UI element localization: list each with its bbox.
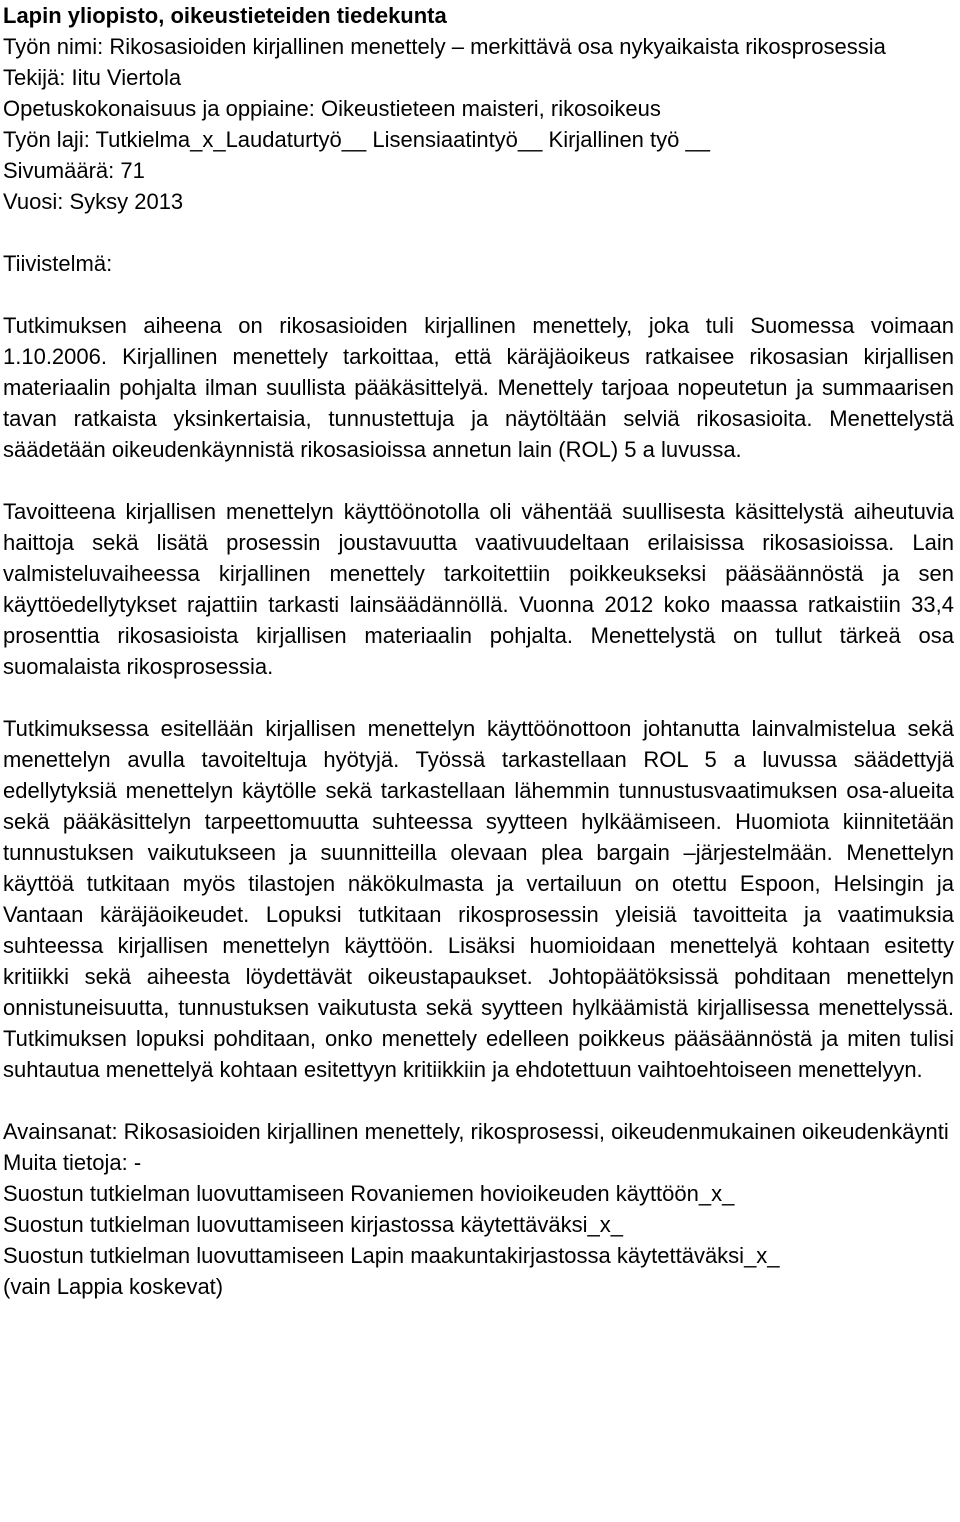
keywords: Avainsanat: Rikosasioiden kirjallinen menettely, rikosprosessi, oikeudenmukainen oikeudenkäynti [3, 1119, 949, 1144]
study-unit: Opetuskokonaisuus ja oppiaine: Oikeustieteen maisteri, rikosoikeus [3, 96, 661, 121]
consent-mark: _x_ [744, 1243, 780, 1268]
consent-mark: _x_ [698, 1181, 735, 1206]
work-type-laudatur: Laudaturtyö [225, 127, 342, 152]
year: Vuosi: Syksy 2013 [3, 189, 184, 214]
consent-note: (vain Lappia koskevat) [3, 1274, 224, 1299]
consent-line [3, 1240, 954, 1271]
consent-text: Suostun tutkielman luovuttamiseen kirjastossa käytettäväksi [3, 1212, 588, 1237]
consent-text: Suostun tutkielman luovuttamiseen Rovaniemen hovioikeuden käyttöön [3, 1181, 699, 1206]
work-name: Työn nimi: Rikosasioiden kirjallinen menettely – merkittävä osa nykyaikaista rikosprosessia [3, 34, 886, 59]
abstract-paragraph: Tavoitteena kirjallisen menettelyn käyttöönotolla oli vähentää suullisesta käsittelystä aiheutuvia haittoja sekä lisätä prosessin joustavuutta vaativuudeltaan erilaisissa rikosasioissa. Lain valmisteluvaiheessa kirjallinen menettely tarkoitettiin poikkeukseksi pääsäännöstä ja sen käyttöedellytykset rajattiin tarkasti lainsäädännöllä. Vuonna 2012 koko maassa ratkaistiin 33,4 prosenttia rikosasioista kirjallisen materiaalin pohjalta. Menettelystä on tullut tärkeä osa suomalaista rikosprosessia. [3, 499, 954, 679]
consent-mark: _x_ [587, 1212, 623, 1237]
abstract-paragraph: Tutkimuksen aiheena on rikosasioiden kirjallinen menettely, joka tuli Suomessa voimaan 1.10.2006. Kirjallinen menettely tarkoittaa, että käräjäoikeus ratkaisee rikosasian kirjallisen materiaalin pohjalta ilman suullista pääkäsittelyä. Menettely tarjoaa nopeutetun ja summaarisen tavan ratkaista yksinkertaisia, tunnustettuja ja näytöltään selviä rikosasioita. Menettelystä säädetään oikeudenkäynnistä rikosasioissa annetun lain (ROL) 5 a luvussa. [3, 313, 954, 462]
work-type-kirjallinen: Kirjallinen työ [548, 127, 680, 152]
work-type-mark: _x_ [190, 127, 226, 152]
institution-title: Lapin yliopisto, oikeustieteiden tiedekunta [3, 3, 447, 28]
work-type-blank: __ [685, 127, 710, 152]
author: Tekijä: Iitu Viertola [3, 65, 182, 90]
work-type [3, 124, 954, 155]
consent-line [3, 1209, 954, 1240]
abstract-paragraph: Tutkimuksessa esitellään kirjallisen menettelyn käyttöönottoon johtanutta lainvalmistelua sekä menettelyn avulla tavoiteltuja hyötyjä. Työssä tarkastellaan ROL 5 a luvussa säädettyjä edellytyksiä menettelyn käytölle sekä tarkastellaan lähemmin tunnustusvaatimuksen osa-alueita sekä pääkäsittelyn tarpeettomuutta suhteessa syytteen hylkäämiseen. Huomiota kiinnitetään tunnustuksen vaikutukseen ja suunnitteilla olevaan plea bargain –järjestelmään. Menettelyn käyttöä tutkitaan myös tilastojen näkökulmasta ja vertailuun on otettu Espoon, Helsingin ja Vantaan käräjäoikeudet. Lopuksi tutkitaan rikosprosessin yleisiä tavoitteita ja vaatimuksia suhteessa kirjallisen menettelyn käyttöön. Lisäksi huomioidaan menettelyä kohtaan esitetty kritiikki sekä aiheesta löydettävät oikeustapaukset. Johtopäätöksissä pohditaan menettelyn onnistuneisuutta, tunnustuksen vaikutusta sekä syytteen hylkäämistä kirjallisessa menettelyssä. Tutkimuksen lopuksi pohditaan, onko menettely edelleen poikkeus pääsäännöstä ja miten tulisi suhtautua menettelyä kohtaan esitettyyn kritiikkiin ja ehdotettuun vaihtoehtoiseen menettelyyn. [3, 716, 954, 1082]
consent-line [3, 1178, 954, 1209]
page-count: Sivumäärä: 71 [3, 158, 145, 183]
work-type-blank: __ [517, 127, 543, 152]
work-type-prefix: Työn laji: Tutkielma [3, 127, 191, 152]
work-type-blank: __ [341, 127, 367, 152]
consent-text: Suostun tutkielman luovuttamiseen Lapin maakuntakirjastossa käytettäväksi [3, 1243, 745, 1268]
work-type-lisensiaatti: Lisensiaatintyö [372, 127, 518, 152]
abstract-heading: Tiivistelmä: [3, 251, 113, 276]
other-info: Muita tietoja: - [3, 1150, 142, 1175]
